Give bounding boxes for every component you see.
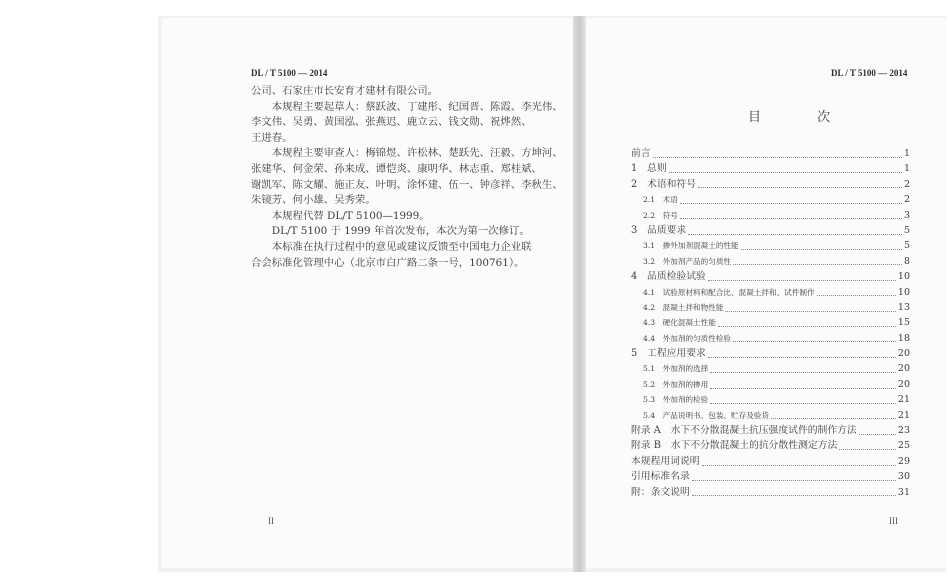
toc-entry <box>631 331 910 346</box>
toc-leader-dots <box>741 248 902 250</box>
toc-entry-label: 2 术语和符号 <box>631 178 697 190</box>
toc-entry-page: 25 <box>897 440 910 452</box>
toc-entry <box>631 161 910 176</box>
body-line: 朱镜芳、何小雄、吴秀荣。 <box>251 194 376 207</box>
toc-entry-label: 引用标准名录 <box>631 471 690 483</box>
toc-leader-dots <box>710 402 896 404</box>
body-line: 合会标准化管理中心（北京市白广路二条一号，100761）。 <box>251 256 525 269</box>
toc-entry-label: 5.3 外加剂的检验 <box>643 395 709 405</box>
toc-entry-page: 20 <box>897 378 910 390</box>
toc-entry-page: 10 <box>897 271 910 283</box>
book-gutter <box>573 16 586 572</box>
toc-leader-dots <box>680 202 902 204</box>
toc-entry-label: 2.1 术语 <box>643 195 678 205</box>
toc-entry-label: 4.4 外加剂的匀质性检验 <box>643 333 732 343</box>
toc-entry <box>631 361 910 376</box>
toc-entry-page: 18 <box>897 332 910 344</box>
toc-entry-label: 4 品质检验试验 <box>631 271 706 283</box>
toc-entry <box>631 377 910 392</box>
toc-entry <box>631 223 910 238</box>
toc-entry-label: 2.2 符号 <box>643 210 678 220</box>
toc-entry-page: 21 <box>897 394 910 406</box>
toc-entry-label: 5 工程应用要求 <box>631 348 706 360</box>
toc-entry-label: 附录 A 水下不分散混凝土抗压强度试件的制作方法 <box>631 425 857 437</box>
toc-leader-dots <box>771 417 896 419</box>
toc-entry <box>631 254 910 269</box>
toc-entry-label: 5.1 外加剂的选择 <box>643 364 709 374</box>
toc-entry-label: 3.2 外加剂产品的匀质性 <box>643 256 732 266</box>
toc-entry-page: 8 <box>903 255 910 267</box>
toc-entry <box>631 300 910 315</box>
table-of-contents <box>631 146 910 500</box>
toc-entry-page: 30 <box>897 471 910 483</box>
toc-entry-page: 31 <box>897 486 910 498</box>
toc-entry <box>631 177 910 192</box>
toc-leader-dots <box>859 433 896 435</box>
toc-leader-dots <box>710 387 896 389</box>
toc-entry-page: 2 <box>903 194 910 206</box>
toc-entry-label: 前言 <box>631 148 651 159</box>
toc-leader-dots <box>688 233 902 235</box>
toc-entry-page: 5 <box>903 224 910 236</box>
toc-leader-dots <box>733 263 902 265</box>
toc-entry <box>631 408 910 423</box>
toc-entry-page: 15 <box>897 317 910 329</box>
toc-leader-dots <box>708 356 896 358</box>
toc-entry-page: 13 <box>897 301 910 313</box>
toc-entry <box>631 392 910 407</box>
toc-entry <box>631 192 910 207</box>
toc-entry <box>631 146 910 161</box>
left-page-number: II <box>268 516 274 526</box>
toc-entry <box>631 269 910 284</box>
toc-entry-page: 10 <box>897 286 910 298</box>
toc-leader-dots <box>669 171 902 173</box>
toc-entry-label: 4.1 试验原材料和配合比、混凝土拌和、试件制作 <box>643 287 815 297</box>
body-line: 本规程主要起草人：蔡跃波、丁建彤、纪国晋、陈霞、李光伟、 <box>251 100 563 113</box>
toc-entry-page: 1 <box>903 163 910 175</box>
toc-entry-label: 3.1 掺外加剂混凝土的性能 <box>643 241 739 251</box>
toc-title: 目 次 <box>748 110 857 125</box>
body-line: 本规程主要审查人：梅锦煜、许松林、楚跃先、汪毅、方坤河、 <box>251 147 563 160</box>
toc-entry-label: 3 品质要求 <box>631 224 687 236</box>
toc-entry-page: 20 <box>897 363 910 375</box>
toc-entry-label: 4.2 混凝土拌和物性能 <box>643 302 724 312</box>
toc-entry-label: 1 总则 <box>631 163 667 175</box>
right-page-number: III <box>889 516 898 526</box>
toc-leader-dots <box>708 279 896 281</box>
toc-entry-label: 附录 B 水下不分散混凝土的抗分散性测定方法 <box>631 440 838 452</box>
toc-leader-dots <box>725 310 895 312</box>
body-line: 本规程代替 DL/T 5100—1999。 <box>251 209 430 222</box>
toc-entry-page: 5 <box>903 240 910 252</box>
toc-entry-page: 3 <box>903 209 910 221</box>
toc-entry-label: 本规程用词说明 <box>631 455 700 467</box>
toc-entry <box>631 285 910 300</box>
body-line: 李文伟、吴勇、黄国泓、张燕迟、鹿立云、钱文勋、祝烨然、 <box>251 116 532 129</box>
toc-leader-dots <box>718 325 896 327</box>
toc-entry <box>631 423 910 438</box>
toc-entry <box>631 438 910 453</box>
toc-entry <box>631 346 910 361</box>
left-body-text <box>251 84 563 271</box>
right-running-header: DL / T 5100 — 2014 <box>831 68 908 78</box>
toc-leader-dots <box>653 156 902 158</box>
toc-entry-page: 21 <box>897 409 910 421</box>
toc-leader-dots <box>692 494 896 496</box>
toc-entry <box>631 485 910 500</box>
toc-entry-label: 5.4 产品说明书、包装、贮存及验货 <box>643 410 769 420</box>
body-line: 公司、石家庄市长安育才建材有限公司。 <box>251 85 439 97</box>
toc-entry-label: 4.3 硬化混凝土性能 <box>643 318 716 328</box>
toc-entry <box>631 469 910 484</box>
toc-leader-dots <box>839 448 896 450</box>
toc-leader-dots <box>733 340 896 342</box>
toc-entry <box>631 208 910 223</box>
body-line: DL/T 5100 于 1999 年首次发布，本次为第一次修订。 <box>251 225 530 238</box>
left-running-header: DL / T 5100 — 2014 <box>251 68 328 78</box>
toc-leader-dots <box>692 479 896 481</box>
toc-entry-page: 20 <box>897 348 910 360</box>
toc-leader-dots <box>698 186 902 188</box>
toc-entry-page: 23 <box>897 425 910 437</box>
toc-entry-page: 29 <box>897 455 910 467</box>
toc-leader-dots <box>817 294 896 296</box>
toc-entry-label: 附：条文说明 <box>631 486 690 498</box>
toc-entry-page: 1 <box>903 148 910 159</box>
toc-leader-dots <box>710 371 896 373</box>
toc-entry <box>631 454 910 469</box>
body-line: 谢凯军、陈文耀、施正友、叶明、涂怀建、伍一、钟彦祥、李秋生、 <box>251 178 563 191</box>
body-line: 本标准在执行过程中的意见或建议反馈至中国电力企业联 <box>251 240 532 253</box>
toc-leader-dots <box>680 217 902 219</box>
body-line: 张建华、何金荣、孙来成、谭恺炎、康明华、林志重、郑桂斌、 <box>251 162 542 175</box>
body-line: 王进春。 <box>251 131 293 144</box>
toc-entry <box>631 238 910 253</box>
toc-entry-page: 2 <box>903 178 910 190</box>
toc-entry <box>631 315 910 330</box>
toc-entry-label: 5.2 外加剂的掺用 <box>643 379 709 389</box>
toc-leader-dots <box>702 464 896 466</box>
